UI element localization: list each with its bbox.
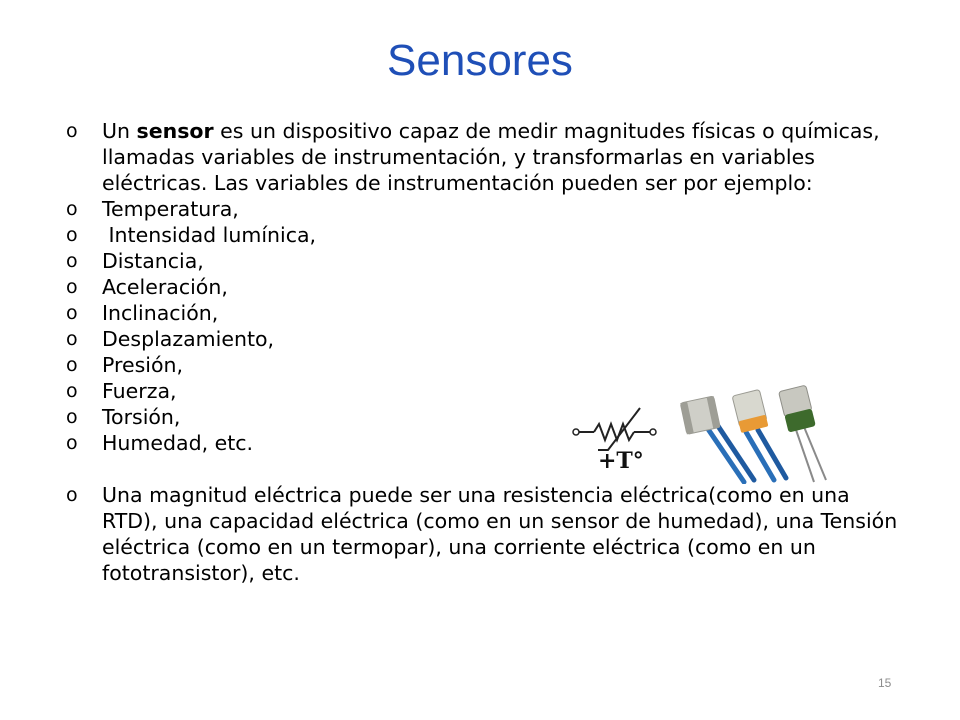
- bullet-icon: o: [66, 432, 78, 454]
- list-item: [66, 222, 908, 248]
- closing-text: Una magnitud eléctrica puede ser una resistencia eléctrica(como en una RTD), una capacidad eléctrica (como en un sensor de humedad), una Tensión eléctrica (como en un termopar), una corriente eléctrica (como en un fototransistor), etc.: [102, 483, 898, 585]
- list-item: [66, 352, 908, 378]
- bullet-icon: o: [66, 302, 78, 324]
- list-item-text: Humedad, etc.: [102, 431, 254, 455]
- bullet-icon: o: [66, 406, 78, 428]
- list-item-text: Fuerza,: [102, 379, 177, 403]
- intro-paragraph: [66, 118, 908, 196]
- list-item-text: Torsión,: [102, 405, 181, 429]
- bullet-icon: o: [66, 328, 78, 350]
- bullet-icon: o: [66, 354, 78, 376]
- thermistor-symbol-icon: [573, 408, 656, 450]
- list-item-text: Temperatura,: [102, 197, 239, 221]
- list-item-text: Presión,: [102, 353, 184, 377]
- list-item-text: Distancia,: [102, 249, 204, 273]
- list-item-text: Intensidad lumínica,: [102, 223, 317, 247]
- bullet-icon: o: [66, 198, 78, 220]
- bullet-icon: o: [66, 484, 78, 506]
- slide-title: Sensores: [387, 36, 573, 85]
- page-number: 15: [878, 676, 892, 690]
- intro-text-before: Un: [102, 119, 137, 143]
- bullet-icon: o: [66, 250, 78, 272]
- thermistor-label: +T°: [598, 448, 644, 474]
- list-item: [66, 326, 908, 352]
- rtd-sensor-icon: [732, 389, 786, 480]
- bullet-icon: o: [66, 380, 78, 402]
- intro-text-after: es un dispositivo capaz de medir magnitudes físicas o químicas, llamadas variables de instrumentación, y transformarlas en variables eléctricas. Las variables de instrumentación pueden ser por ejemplo:: [102, 119, 880, 195]
- list-item: [66, 300, 908, 326]
- list-item: [66, 274, 908, 300]
- list-item-text: Inclinación,: [102, 301, 219, 325]
- list-item-text: Desplazamiento,: [102, 327, 275, 351]
- list-item: [66, 248, 908, 274]
- bullet-icon: o: [66, 276, 78, 298]
- closing-paragraph: [66, 482, 908, 586]
- list-item-text: Aceleración,: [102, 275, 228, 299]
- bullet-icon: o: [66, 120, 78, 142]
- bullet-icon: o: [66, 224, 78, 246]
- list-item: [66, 196, 908, 222]
- intro-text-bold: sensor: [136, 119, 214, 143]
- slide-body: [66, 118, 908, 586]
- sensor-figure: [568, 384, 838, 484]
- green-sensor-icon: [779, 385, 826, 482]
